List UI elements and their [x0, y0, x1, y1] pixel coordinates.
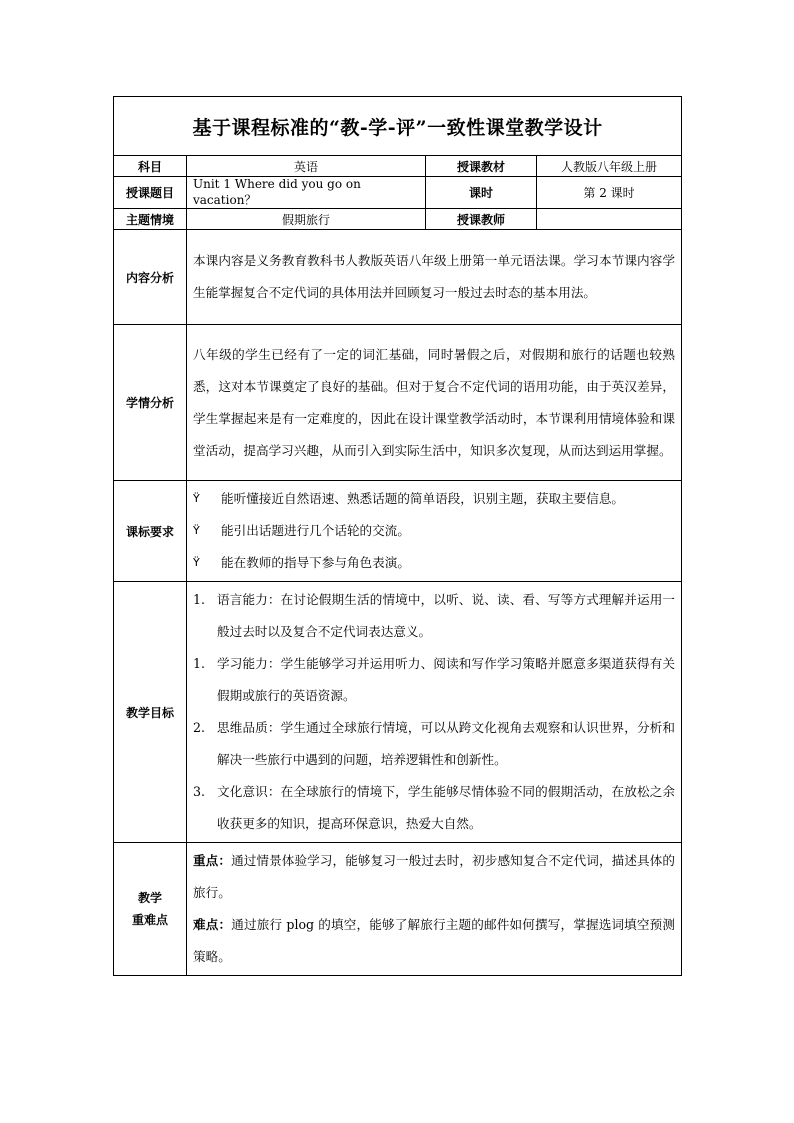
objective-text: 学习能力：学生能够学习并运用听力、阅读和写作学习策略并愿意多渠道获得有关假期或旅行的英语资源。 [217, 656, 676, 703]
learner-analysis-text: 八年级的学生已经有了一定的词汇基础，同时暑假之后，对假期和旅行的话题也较熟悉，这对本节课奠定了良好的基础。但对于复合不定代词的语用功能，由于英汉差异，学生掌握起来是有一定难度的，因此在设计课堂教学活动时，本节课利用情境体验和课堂活动，提高学习兴趣，从而引入到实际生活中，知识多次复现，从而达到运用掌握。 [187, 325, 682, 481]
difficulty-paragraph [193, 909, 675, 973]
key-points-label-line2: 重难点 [131, 913, 168, 927]
objectives-list [187, 582, 682, 843]
standards-item-text: 能在教师的指导下参与角色表演。 [221, 555, 410, 570]
standards-item [193, 483, 675, 515]
bullet-icon: Ÿ [193, 556, 200, 569]
difficulty-key: 难点： [193, 917, 232, 932]
standards-item-text: 能听懂接近自然语速、熟悉话题的简单语段，识别主题，获取主要信息。 [221, 491, 624, 506]
objective-item [193, 712, 675, 776]
objective-number: 2. [193, 720, 206, 735]
standards-item [193, 515, 675, 547]
learner-analysis-row [114, 325, 682, 481]
objective-number: 3. [193, 784, 206, 799]
teacher-value [537, 209, 682, 230]
teacher-label: 授课教师 [426, 209, 537, 230]
topic-value: Unit 1 Where did you go on vacation？ [187, 177, 426, 209]
focus-paragraph [193, 845, 675, 909]
theme-value: 假期旅行 [187, 209, 426, 230]
document-title: 基于课程标准的“教-学-评”一致性课堂教学设计 [114, 97, 682, 156]
focus-text: 通过情景体验学习，能够复习一般过去时，初步感知复合不定代词，描述具体的旅行。 [193, 853, 676, 900]
topic-label: 授课题目 [114, 177, 187, 209]
content-analysis-label: 内容分析 [114, 230, 187, 325]
objective-item [193, 584, 675, 648]
info-row-topic [114, 177, 682, 209]
standards-item-text: 能引出话题进行几个话轮的交流。 [221, 523, 410, 538]
info-row-theme [114, 209, 682, 230]
standards-row [114, 481, 682, 582]
objective-number: 1. [193, 656, 206, 671]
learner-analysis-label: 学情分析 [114, 325, 187, 481]
period-value: 第 2 课时 [537, 177, 682, 209]
textbook-label: 授课教材 [426, 156, 537, 177]
period-label: 课时 [426, 177, 537, 209]
objective-text: 思维品质：学生通过全球旅行情境，可以从跨文化视角去观察和认识世界，分析和解决一些旅行中遇到的问题，培养逻辑性和创新性。 [217, 720, 676, 767]
key-points-label-line1: 教学 [137, 891, 162, 905]
info-row-subject [114, 156, 682, 177]
content-analysis-row [114, 230, 682, 325]
key-points-content [187, 843, 682, 976]
objective-text: 文化意识：在全球旅行的情境下，学生能够尽情体验不同的假期活动，在放松之余收获更多的知识，提高环保意识，热爱大自然。 [217, 784, 676, 831]
standards-list [187, 481, 682, 582]
bullet-icon: Ÿ [193, 524, 200, 537]
standards-item [193, 547, 675, 579]
standards-label: 课标要求 [114, 481, 187, 582]
objective-number: 1. [193, 592, 206, 607]
objective-text: 语言能力：在讨论假期生活的情境中，以听、说、读、看、写等方式理解并运用一般过去时以及复合不定代词表达意义。 [217, 592, 676, 639]
objective-item [193, 776, 675, 840]
theme-label: 主题情境 [114, 209, 187, 230]
focus-key: 重点： [193, 853, 232, 868]
objectives-row [114, 582, 682, 843]
lesson-plan-table [113, 96, 682, 976]
subject-value: 英语 [187, 156, 426, 177]
difficulty-text: 通过旅行 plog 的填空，能够了解旅行主题的邮件如何撰写，掌握选词填空预测策略。 [193, 917, 676, 964]
content-analysis-text: 本课内容是义务教育教科书人教版英语八年级上册第一单元语法课。学习本节课内容学生能掌握复合不定代词的具体用法并回顾复习一般过去时态的基本用法。 [187, 230, 682, 325]
bullet-icon: Ÿ [193, 492, 200, 505]
key-points-row [114, 843, 682, 976]
subject-label: 科目 [114, 156, 187, 177]
objective-item [193, 648, 675, 712]
key-points-label [114, 843, 187, 976]
objectives-label: 教学目标 [114, 582, 187, 843]
textbook-value: 人教版八年级上册 [537, 156, 682, 177]
